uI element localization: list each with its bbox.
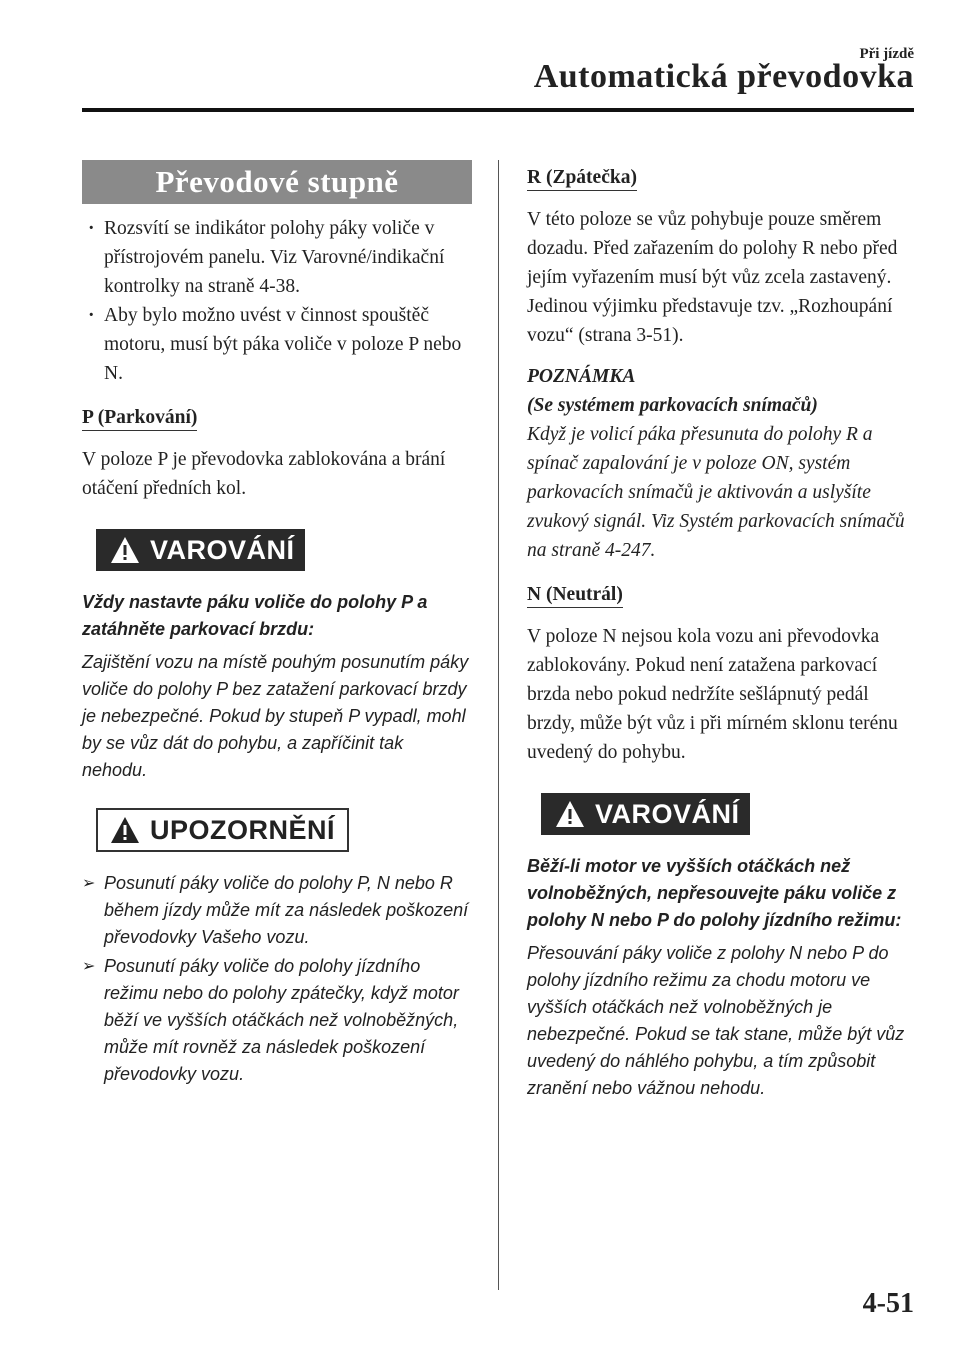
column-divider [498,160,499,1290]
list-item: · Aby bylo možno uvést v činnost spouštěč motoru, musí být páka voliče v poloze P nebo N. [82,301,472,388]
warning-label: VAROVÁNÍ [150,534,295,565]
caution-label: UPOZORNĚNÍ [150,814,336,845]
warning-badge [541,793,750,835]
list-item: · Rozsvítí se indikátor polohy páky voliče v přístrojovém panelu. Viz Varovné/indikační kontrolky na straně 4-38. [82,214,472,301]
caution-list [82,870,472,1088]
bullet-list [82,214,472,388]
warning-triangle-icon [555,800,585,828]
p-heading: P (Parkování) [82,406,197,431]
page-title: Automatická převodovka [533,58,914,95]
list-item: ➢ Posunutí páky voliče do polohy P, N nebo R během jízdy může mít za následek poškození převodovky Vašeho vozu. [82,870,472,951]
warning-bold-text: Běží-li motor ve vyšších otáčkách než volnoběžných, nepřesouvejte páku voliče z polohy N nebo P do polohy jízdního režimu: [527,856,902,930]
r-text: V této poloze se vůz pohybuje pouze směrem dozadu. Před zařazením do polohy R nebo před jejím vyřazením musí být vůz zcela zastavený. Jedinou výjimku představuje tzv. „Rozhoupání vozu“ (strana 3-51). [527,209,898,346]
n-text: V poloze N nejsou kola vozu ani převodovka zablokovány. Pokud není zatažena parkovací brzda nebo pokud nedržíte sešlápnutý pedál brzdy, může být vůz i při mírném sklonu terénu uvedený do pohybu. [527,626,898,763]
right-column [527,160,917,1108]
r-heading: R (Zpátečka) [527,166,637,191]
header-section-label: Při jízdě [859,46,914,62]
caution-triangle-icon [110,816,140,844]
note-block [527,362,917,565]
caution-badge [96,808,349,852]
list-item: ➢ Posunutí páky voliče do polohy jízdního režimu nebo do polohy zpátečky, když motor běží ve vyšších otáčkách než volnoběžných, může mít rovněž za následek poškození převodovky vozu. [82,953,472,1088]
warning-badge [96,529,305,571]
note-label: POZNÁMKA [527,366,636,387]
header-rule [82,108,914,112]
left-column [82,160,472,1090]
p-text: V poloze P je převodovka zablokována a brání otáčení předních kol. [82,449,446,499]
warning-bold-text: Vždy nastavte páku voliče do polohy P a zatáhněte parkovací brzdu: [82,592,428,639]
note-text: Když je volicí páka přesunuta do polohy R a spínač zapalování je v poloze ON, systém parkovacích snímačů je aktivován a uslyšíte zvukový signál. Viz Systém parkovacích snímačů na straně 4-247. [527,424,905,561]
note-subtitle: (Se systémem parkovacích snímačů) [527,395,818,416]
warning-label: VAROVÁNÍ [595,798,740,829]
warning-text: Přesouvání páky voliče z polohy N nebo P do polohy jízdního režimu za chodu motoru ve vyšších otáčkách než volnoběžných je nebezpečné. Pokud se tak stane, může být vůz uvedený do náhlého pohybu, a tím způsobit zranění nebo vážnou nehodu. [527,943,905,1098]
n-heading: N (Neutrál) [527,583,623,608]
section-banner: Převodové stupně [82,160,472,204]
warning-text: Zajištění vozu na místě pouhým posunutím páky voliče do polohy P bez zatažení parkovací brzdy je nebezpečné. Pokud by stupeň P vypadl, mohl by se vůz dát do pohybu, a zapříčinit tak nehodu. [82,652,469,780]
warning-triangle-icon [110,536,140,564]
page-number: 4-51 [862,1288,914,1319]
